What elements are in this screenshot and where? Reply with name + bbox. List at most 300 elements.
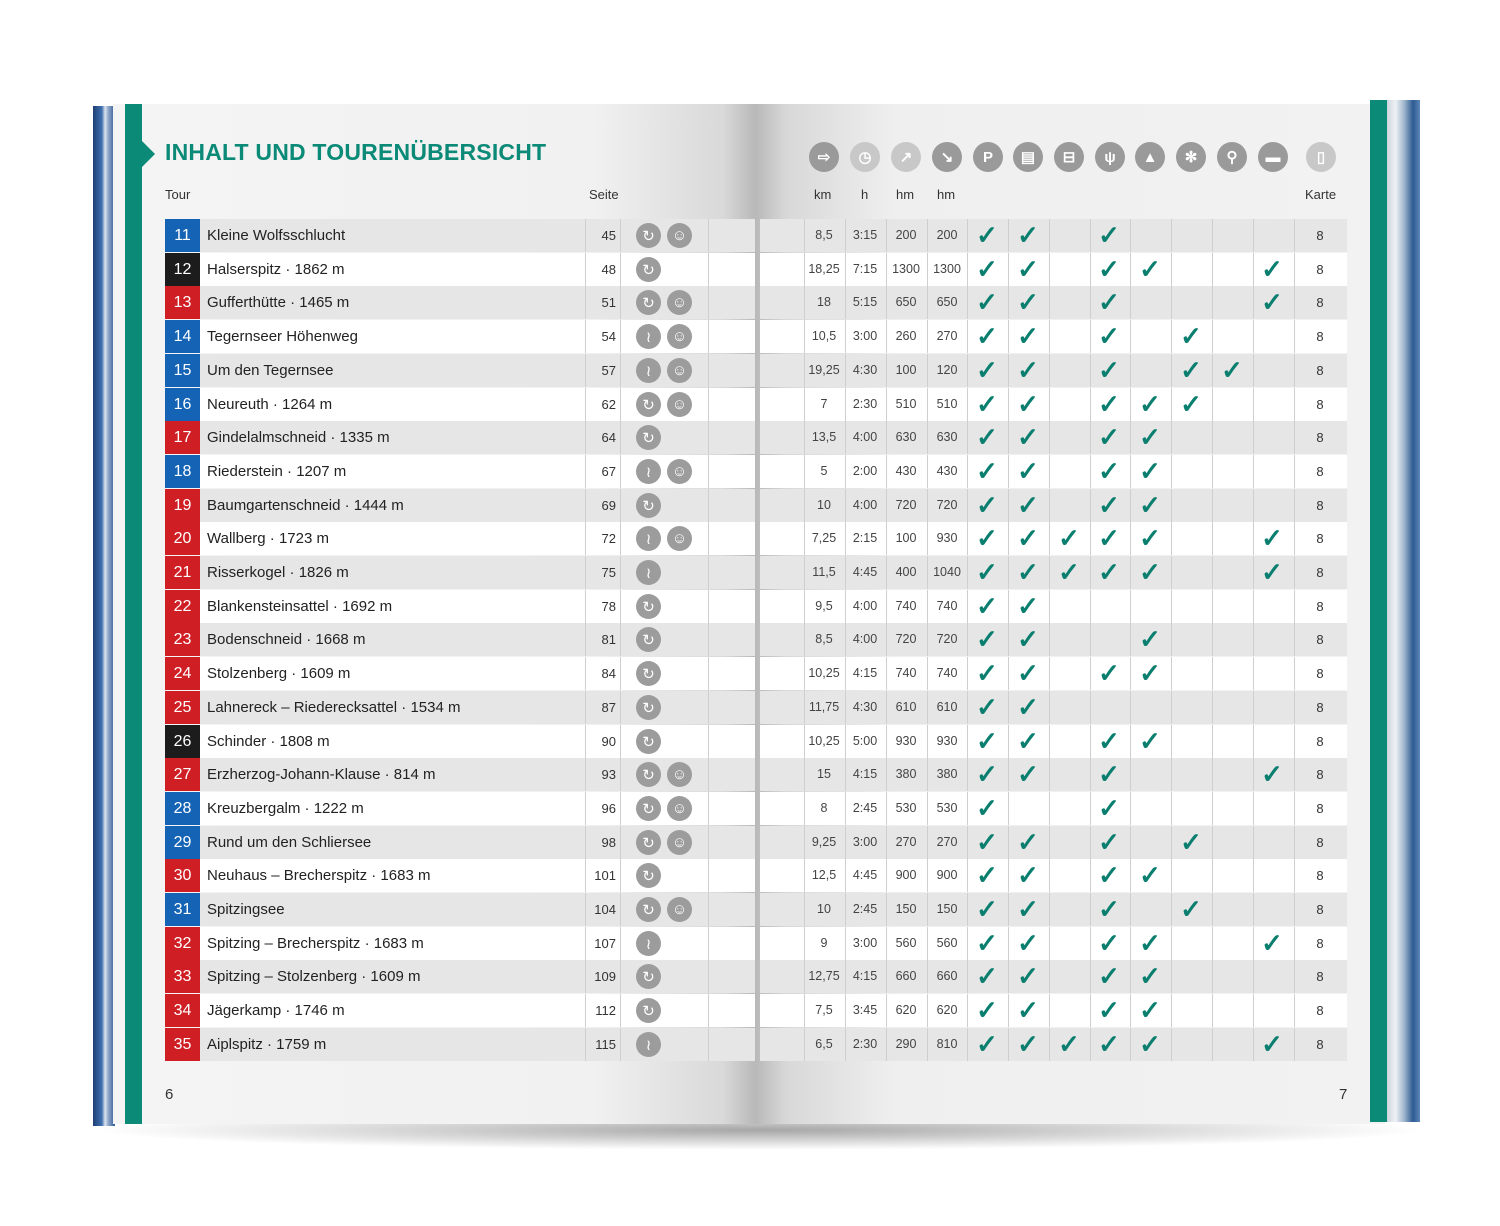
check-parking-icon: ✓ (976, 928, 998, 958)
column-divider (708, 1028, 709, 1061)
tour-km: 10,25 (808, 666, 840, 680)
tour-down: 1040 (933, 565, 961, 579)
column-divider (1130, 590, 1131, 623)
column-divider (1171, 1028, 1172, 1061)
column-divider (1253, 859, 1254, 892)
column-divider (1171, 994, 1172, 1027)
column-divider (1171, 253, 1172, 286)
check-hut-icon: ✓ (1139, 557, 1161, 587)
tour-km: 15 (817, 767, 831, 781)
check-parking-icon: ✓ (976, 759, 998, 789)
tour-karte: 8 (1316, 801, 1324, 816)
column-divider (1294, 623, 1295, 656)
column-divider (1049, 388, 1050, 421)
hut-icon: ▲ (1135, 142, 1165, 172)
column-divider (708, 455, 709, 488)
column-divider (1212, 994, 1213, 1027)
tour-up: 740 (895, 599, 917, 613)
tour-number: 14 (165, 320, 200, 353)
check-restaurant-icon: ✓ (1098, 961, 1120, 991)
tour-name: Tegernseer Höhenweg (207, 328, 358, 345)
check-parking-icon: ✓ (976, 995, 998, 1025)
tour-h: 7:15 (852, 262, 878, 276)
column-divider (1253, 421, 1254, 454)
tour-karte: 8 (1316, 599, 1324, 614)
column-divider (1212, 286, 1213, 319)
tour-karte: 8 (1316, 498, 1324, 513)
column-divider (1212, 219, 1213, 252)
check-parking-icon: ✓ (976, 726, 998, 756)
column-divider (1253, 320, 1254, 353)
column-divider (1049, 421, 1050, 454)
tour-h: 5:00 (852, 734, 878, 748)
column-divider (708, 758, 709, 791)
tour-up: 260 (895, 329, 917, 343)
column-divider (1171, 859, 1172, 892)
tour-page: 81 (601, 632, 616, 647)
column-divider (1294, 792, 1295, 825)
tour-km: 10 (817, 902, 831, 916)
tour-km: 9,25 (811, 835, 837, 849)
header-karte: Karte (1305, 187, 1337, 202)
column-divider (1049, 792, 1050, 825)
bike-icon: ⚲ (1217, 142, 1247, 172)
column-divider (1294, 354, 1295, 387)
check-hut-icon: ✓ (1139, 860, 1161, 890)
tour-h: 2:30 (852, 397, 878, 411)
tour-up: 150 (895, 902, 917, 916)
tour-number: 15 (165, 354, 200, 387)
check-restaurant-icon: ✓ (1098, 827, 1120, 857)
check-hut-icon: ✓ (1139, 624, 1161, 654)
tour-km: 7 (820, 397, 828, 411)
column-divider (708, 893, 709, 926)
tour-name: Baumgartenschneid · 1444 m (207, 497, 404, 514)
tour-down: 560 (936, 936, 958, 950)
tour-page: 93 (601, 767, 616, 782)
tour-km: 8,5 (815, 632, 833, 646)
tour-h: 4:45 (852, 868, 878, 882)
round-route-icon: ↻ (636, 964, 661, 989)
tour-h: 2:00 (852, 464, 878, 478)
check-bed-icon: ✓ (1261, 1029, 1283, 1059)
column-divider (1212, 320, 1213, 353)
column-divider (1294, 590, 1295, 623)
column-divider (1090, 623, 1091, 656)
tour-number: 21 (165, 556, 200, 589)
check-restaurant-icon: ✓ (1098, 220, 1120, 250)
linear-route-icon: ≀ (636, 1032, 661, 1057)
check-hut-icon: ✓ (1139, 1029, 1161, 1059)
tour-down: 930 (936, 531, 958, 545)
tour-km: 19,25 (808, 363, 840, 377)
check-parking-icon: ✓ (976, 658, 998, 688)
tour-karte: 8 (1316, 666, 1324, 681)
column-divider (620, 556, 621, 589)
column-divider (708, 590, 709, 623)
tour-number: 18 (165, 455, 200, 488)
column-divider (1049, 826, 1050, 859)
column-divider (1049, 657, 1050, 690)
tour-km: 9 (820, 936, 828, 950)
tour-up: 620 (895, 1003, 917, 1017)
column-divider (1212, 893, 1213, 926)
column-divider (1049, 455, 1050, 488)
tour-km: 12,5 (811, 868, 837, 882)
column-divider (1130, 792, 1131, 825)
column-divider (708, 691, 709, 724)
check-hut-icon: ✓ (1139, 995, 1161, 1025)
column-divider (620, 590, 621, 623)
tour-up: 400 (895, 565, 917, 579)
check-winter-icon: ✓ (1180, 894, 1202, 924)
column-divider (620, 691, 621, 724)
tour-number: 12 (165, 253, 200, 286)
tour-number: 20 (165, 522, 200, 555)
check-restaurant-icon: ✓ (1098, 726, 1120, 756)
check-bus-icon: ✓ (1017, 321, 1039, 351)
tour-km: 18 (817, 295, 831, 309)
round-route-icon: ↻ (636, 998, 661, 1023)
column-divider (620, 354, 621, 387)
column-divider (1171, 725, 1172, 758)
cable-car-icon: ⊟ (1054, 142, 1084, 172)
round-route-icon: ↻ (636, 796, 661, 821)
column-divider (708, 556, 709, 589)
tour-km: 7,5 (815, 1003, 833, 1017)
family-bear-icon: ☺ (667, 762, 692, 787)
tour-number: 33 (165, 960, 200, 993)
column-divider (1130, 320, 1131, 353)
tour-karte: 8 (1316, 902, 1324, 917)
check-restaurant-icon: ✓ (1098, 995, 1120, 1025)
tour-number: 24 (165, 657, 200, 690)
tour-km: 10,25 (808, 734, 840, 748)
bed-icon: ▬ (1258, 142, 1288, 172)
tour-name: Gufferthütte · 1465 m (207, 294, 350, 311)
check-parking-icon: ✓ (976, 961, 998, 991)
check-hut-icon: ✓ (1139, 523, 1161, 553)
round-route-icon: ↻ (636, 762, 661, 787)
tour-karte: 8 (1316, 228, 1324, 243)
tour-number: 34 (165, 994, 200, 1027)
column-divider (1130, 893, 1131, 926)
column-divider (1212, 792, 1213, 825)
tour-h: 4:00 (852, 632, 878, 646)
column-divider (1212, 826, 1213, 859)
tour-km: 5 (820, 464, 828, 478)
column-divider (1212, 657, 1213, 690)
round-route-icon: ↻ (636, 290, 661, 315)
column-divider (708, 960, 709, 993)
header-tour: Tour (165, 187, 191, 202)
column-divider (1171, 556, 1172, 589)
column-divider (1253, 960, 1254, 993)
tour-page: 101 (594, 868, 616, 883)
check-bus-icon: ✓ (1017, 591, 1039, 621)
check-restaurant-icon: ✓ (1098, 287, 1120, 317)
tour-up: 560 (895, 936, 917, 950)
check-bed-icon: ✓ (1261, 557, 1283, 587)
tour-page: 84 (601, 666, 616, 681)
check-bike-icon: ✓ (1221, 355, 1243, 385)
tour-up: 930 (895, 734, 917, 748)
tour-karte: 8 (1316, 632, 1324, 647)
tour-h: 5:15 (852, 295, 878, 309)
check-bus-icon: ✓ (1017, 523, 1039, 553)
tour-karte: 8 (1316, 835, 1324, 850)
check-bus-icon: ✓ (1017, 1029, 1039, 1059)
check-parking-icon: ✓ (976, 389, 998, 419)
tour-up: 1300 (892, 262, 920, 276)
accent-band-left (125, 104, 142, 1124)
column-divider (620, 960, 621, 993)
tour-h: 4:15 (852, 767, 878, 781)
check-hut-icon: ✓ (1139, 961, 1161, 991)
round-route-icon: ↻ (636, 729, 661, 754)
column-divider (620, 859, 621, 892)
round-route-icon: ↻ (636, 493, 661, 518)
check-restaurant-icon: ✓ (1098, 557, 1120, 587)
tour-h: 3:00 (852, 936, 878, 950)
column-divider (620, 792, 621, 825)
check-bus-icon: ✓ (1017, 658, 1039, 688)
check-restaurant-icon: ✓ (1098, 422, 1120, 452)
column-divider (708, 859, 709, 892)
check-hut-icon: ✓ (1139, 456, 1161, 486)
column-divider (1049, 691, 1050, 724)
check-bus-icon: ✓ (1017, 422, 1039, 452)
tour-down: 270 (936, 835, 958, 849)
check-bed-icon: ✓ (1261, 928, 1283, 958)
column-divider (620, 893, 621, 926)
column-divider (1294, 859, 1295, 892)
tour-karte: 8 (1316, 936, 1324, 951)
tour-number: 26 (165, 725, 200, 758)
column-divider (1294, 489, 1295, 522)
tour-number: 11 (165, 219, 200, 252)
check-bus-icon: ✓ (1017, 827, 1039, 857)
check-parking-icon: ✓ (976, 1029, 998, 1059)
check-bus-icon: ✓ (1017, 220, 1039, 250)
check-parking-icon: ✓ (976, 321, 998, 351)
column-divider (620, 522, 621, 555)
column-divider (620, 455, 621, 488)
column-divider (1294, 219, 1295, 252)
tour-h: 3:45 (852, 1003, 878, 1017)
tour-page: 48 (601, 262, 616, 277)
tour-number: 19 (165, 489, 200, 522)
column-divider (1171, 758, 1172, 791)
check-restaurant-icon: ✓ (1098, 523, 1120, 553)
tour-h: 4:00 (852, 498, 878, 512)
tour-h: 4:00 (852, 599, 878, 613)
column-divider (620, 725, 621, 758)
check-parking-icon: ✓ (976, 456, 998, 486)
check-bus-icon: ✓ (1017, 726, 1039, 756)
tour-down: 270 (936, 329, 958, 343)
tour-karte: 8 (1316, 329, 1324, 344)
round-route-icon: ↻ (636, 223, 661, 248)
column-divider (708, 522, 709, 555)
column-divider (1253, 623, 1254, 656)
tour-karte: 8 (1316, 262, 1324, 277)
restaurant-icon: ψ (1095, 142, 1125, 172)
tour-km: 13,5 (811, 430, 837, 444)
check-bus-icon: ✓ (1017, 995, 1039, 1025)
column-divider (620, 758, 621, 791)
column-divider (708, 725, 709, 758)
tour-name: Wallberg · 1723 m (207, 530, 329, 547)
tour-km: 6,5 (815, 1037, 833, 1051)
column-divider (1008, 792, 1009, 825)
check-bus-icon: ✓ (1017, 287, 1039, 317)
column-divider (1253, 691, 1254, 724)
check-hut-icon: ✓ (1139, 658, 1161, 688)
tour-karte: 8 (1316, 363, 1324, 378)
check-restaurant-icon: ✓ (1098, 355, 1120, 385)
check-restaurant-icon: ✓ (1098, 456, 1120, 486)
tour-number: 29 (165, 826, 200, 859)
column-divider (1212, 253, 1213, 286)
check-bus-icon: ✓ (1017, 692, 1039, 722)
family-bear-icon: ☺ (667, 459, 692, 484)
tour-km: 9,5 (815, 599, 833, 613)
column-divider (708, 253, 709, 286)
column-divider (1294, 691, 1295, 724)
column-divider (1171, 590, 1172, 623)
check-parking-icon: ✓ (976, 254, 998, 284)
column-divider (1212, 590, 1213, 623)
column-divider (1130, 758, 1131, 791)
tour-up: 900 (895, 868, 917, 882)
round-route-icon: ↻ (636, 627, 661, 652)
tour-h: 4:00 (852, 430, 878, 444)
check-bus-icon: ✓ (1017, 928, 1039, 958)
check-bus-icon: ✓ (1017, 355, 1039, 385)
tour-number: 22 (165, 590, 200, 623)
column-divider (1171, 960, 1172, 993)
family-bear-icon: ☺ (667, 290, 692, 315)
book-edge-right (1385, 100, 1420, 1122)
bus-icon: ▤ (1013, 142, 1043, 172)
column-divider (620, 489, 621, 522)
column-divider (1049, 758, 1050, 791)
tour-h: 4:30 (852, 363, 878, 377)
tour-karte: 8 (1316, 430, 1324, 445)
column-divider (708, 286, 709, 319)
tour-page: 67 (601, 464, 616, 479)
check-winter-icon: ✓ (1180, 355, 1202, 385)
family-bear-icon: ☺ (667, 324, 692, 349)
tour-name: Rund um den Schliersee (207, 834, 372, 851)
column-divider (1294, 927, 1295, 960)
tour-number: 16 (165, 388, 200, 421)
column-divider (1049, 219, 1050, 252)
linear-route-icon: ≀ (636, 560, 661, 585)
column-divider (1130, 826, 1131, 859)
parking-icon: P (973, 142, 1003, 172)
check-bus-icon: ✓ (1017, 557, 1039, 587)
column-divider (1049, 286, 1050, 319)
column-divider (1212, 421, 1213, 454)
tour-up: 720 (895, 498, 917, 512)
tour-down: 380 (936, 767, 958, 781)
column-divider (1294, 826, 1295, 859)
round-route-icon: ↻ (636, 661, 661, 686)
column-divider (1212, 388, 1213, 421)
column-divider (1294, 758, 1295, 791)
column-divider (1253, 219, 1254, 252)
tour-page: 90 (601, 734, 616, 749)
check-bus-icon: ✓ (1017, 961, 1039, 991)
check-restaurant-icon: ✓ (1098, 389, 1120, 419)
tour-name: Neuhaus – Brecherspitz · 1683 m (207, 867, 431, 884)
tour-page: 78 (601, 599, 616, 614)
column-divider (708, 354, 709, 387)
check-bus-icon: ✓ (1017, 254, 1039, 284)
check-parking-icon: ✓ (976, 894, 998, 924)
tour-page: 98 (601, 835, 616, 850)
tour-name: Gindelalmschneid · 1335 m (207, 429, 390, 446)
tour-page: 57 (601, 363, 616, 378)
tour-down: 430 (936, 464, 958, 478)
check-hut-icon: ✓ (1139, 928, 1161, 958)
check-parking-icon: ✓ (976, 793, 998, 823)
tour-name: Riederstein · 1207 m (207, 463, 347, 480)
round-route-icon: ↻ (636, 695, 661, 720)
column-divider (1294, 725, 1295, 758)
column-divider (708, 421, 709, 454)
column-divider (708, 792, 709, 825)
tour-h: 4:15 (852, 969, 878, 983)
tour-number: 17 (165, 421, 200, 454)
tour-karte: 8 (1316, 767, 1324, 782)
tour-name: Lahnereck – Riederecksattel · 1534 m (207, 699, 461, 716)
tour-up: 610 (895, 700, 917, 714)
tour-page: 45 (601, 228, 616, 243)
tour-name: Stolzenberg · 1609 m (207, 665, 351, 682)
tour-up: 430 (895, 464, 917, 478)
tour-km: 12,75 (808, 969, 840, 983)
check-winter-icon: ✓ (1180, 827, 1202, 857)
check-parking-icon: ✓ (976, 422, 998, 452)
column-divider (708, 994, 709, 1027)
map-icon: ▯ (1306, 142, 1336, 172)
check-cable-car-icon: ✓ (1058, 523, 1080, 553)
column-divider (620, 388, 621, 421)
column-divider (1294, 455, 1295, 488)
tour-up: 530 (895, 801, 917, 815)
tour-up: 630 (895, 430, 917, 444)
tour-down: 510 (936, 397, 958, 411)
column-divider (620, 994, 621, 1027)
check-parking-icon: ✓ (976, 557, 998, 587)
tour-karte: 8 (1316, 531, 1324, 546)
tour-page: 69 (601, 498, 616, 513)
column-divider (1049, 893, 1050, 926)
tour-h: 3:15 (852, 228, 878, 242)
tour-page: 115 (595, 1037, 616, 1052)
check-parking-icon: ✓ (976, 523, 998, 553)
tour-name: Spitzing – Brecherspitz · 1683 m (207, 935, 424, 952)
check-restaurant-icon: ✓ (1098, 254, 1120, 284)
tour-number: 32 (165, 927, 200, 960)
check-bus-icon: ✓ (1017, 894, 1039, 924)
tour-down: 740 (936, 599, 958, 613)
check-parking-icon: ✓ (976, 287, 998, 317)
tour-karte: 8 (1316, 969, 1324, 984)
